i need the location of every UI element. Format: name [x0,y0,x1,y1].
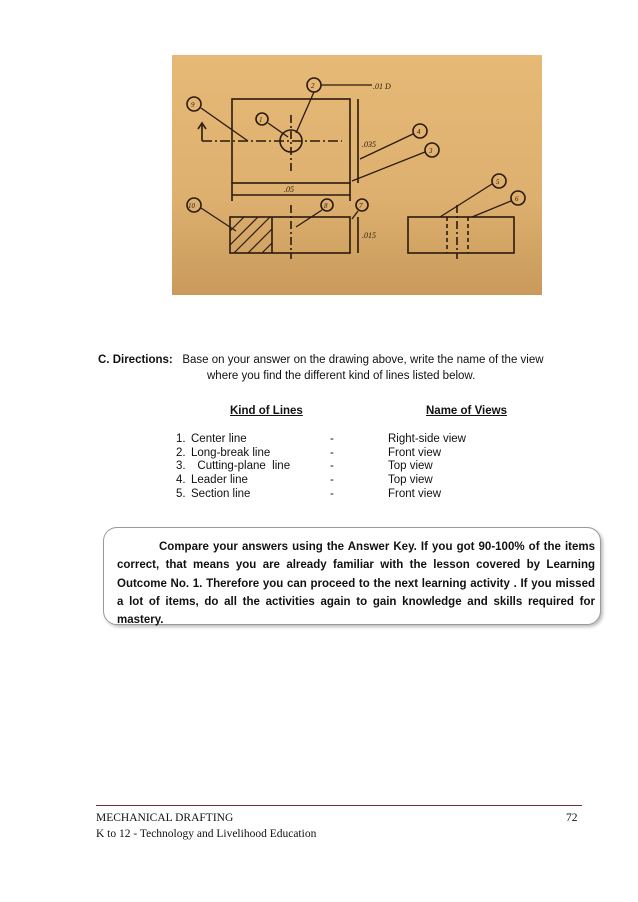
row-4-num: 4. [176,474,186,486]
leader-lines [201,85,511,231]
row-2-num: 2. [176,447,186,459]
footer-title: MECHANICAL DRAFTING [96,812,234,824]
balloon-1-label: 1 [259,116,263,124]
row-1-dash: - [330,433,334,445]
row-3-view: Top view [388,460,433,472]
row-1-num: 1. [176,433,186,445]
row-5-view: Front view [388,488,442,500]
balloon-2-label: 2 [311,82,315,90]
row-5-num: 5. [176,488,186,500]
footer-subtitle: K to 12 - Technology and Livelihood Education [96,828,317,840]
row-4-kind: Leader line [191,474,248,486]
row-2-view: Front view [388,447,442,459]
dim-text-01d: .01 D [373,82,391,91]
row-4-view: Top view [388,474,433,486]
balloon-10-label: 10 [188,202,195,210]
row-4-dash: - [330,474,334,486]
front-view-outline [230,217,350,253]
balloon-7-label: 7 [359,202,363,210]
header-name-of-views: Name of Views [426,405,507,417]
dim-text-05: .05 [284,185,294,194]
balloon-8-label: 8 [324,202,328,210]
callout-text-block [117,538,595,629]
dim-text-015: .015 [362,231,376,240]
directions-text-line1: Base on your answer on the drawing above, write the name of the view [182,354,544,366]
row-5-kind: Section line [191,488,251,500]
row-3-num: 3. [176,460,186,472]
row-3-kind: Cutting-plane line [191,460,291,472]
header-kind-of-lines: Kind of Lines [230,405,303,417]
row-2-kind: Long-break line [191,447,271,459]
dim-text-035: .035 [362,140,376,149]
row-1-view: Right-side view [388,433,466,445]
drawing-photo [172,55,542,295]
technical-drawing [172,55,542,295]
balloon-5-label: 5 [496,178,500,186]
directions-text-line2: where you find the different kind of lines listed below. [207,370,476,382]
section-hatching [230,217,272,253]
row-2-dash: - [330,447,334,459]
page-number: 72 [566,812,578,824]
directions [98,352,578,384]
balloon-9-label: 9 [191,101,195,109]
balloon-3-label: 3 [429,147,433,155]
row-3-dash: - [330,460,334,472]
directions-label: C. Directions: [98,354,173,366]
row-5-dash: - [330,488,334,500]
balloon-4-label: 4 [417,128,421,136]
footer-rule [96,805,582,806]
row-1-kind: Center line [191,433,247,445]
callout-text: Compare your answers using the Answer Key. If you got 90-100% of the items correct, that means you are already familiar with the lesson covered by Learning Outcome No. 1. Therefore you can proceed to the next learning activity . If you missed a lot of items, do all the activities again to gain knowledge and skills required for mastery. [117,541,595,627]
side-view-outline [408,217,514,253]
balloon-6-label: 6 [515,195,519,203]
